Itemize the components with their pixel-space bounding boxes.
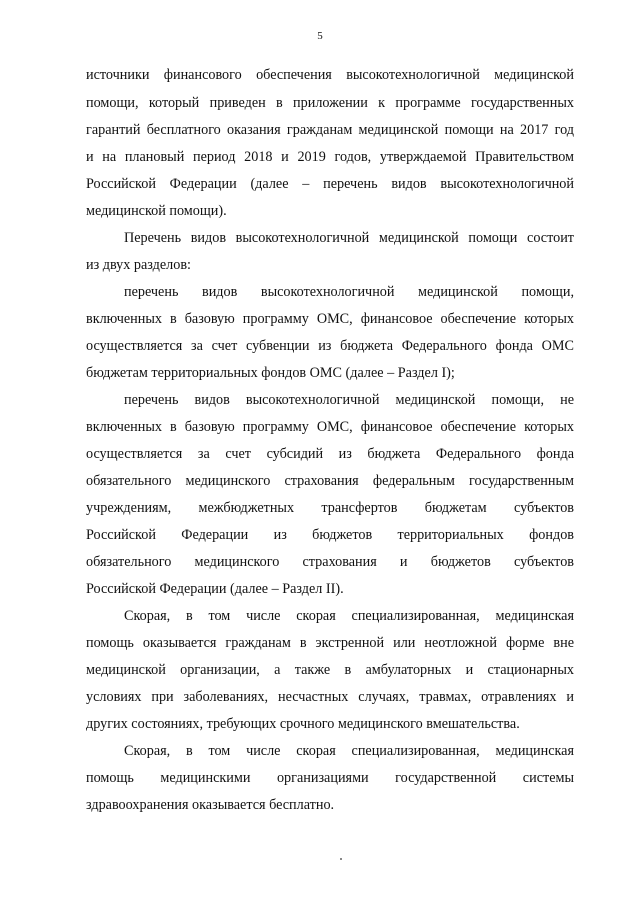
text-line: Российской Федерации из бюджетов территориальных фондов	[86, 527, 574, 543]
text-line: бюджетам территориальных фондов ОМС (далее – Раздел I);	[86, 365, 455, 381]
page-number: 5	[317, 30, 323, 42]
text-line: Российской Федерации (далее – Раздел II).	[86, 581, 344, 597]
text-line: осуществляется за счет субвенции из бюджета Федерального фонда ОМС	[86, 338, 574, 354]
text-line: Российской Федерации (далее – перечень видов высокотехнологичной	[86, 176, 574, 192]
text-line: осуществляется за счет субсидий из бюджета Федерального фонда	[86, 446, 574, 462]
text-line: и на плановый период 2018 и 2019 годов, утверждаемой Правительством	[86, 149, 574, 165]
text-line: медицинской помощи).	[86, 203, 227, 219]
text-line: источники финансового обеспечения высокотехнологичной медицинской	[86, 67, 574, 83]
scan-speck	[340, 858, 342, 860]
text-line: помощь медицинскими организациями государственной системы	[86, 770, 574, 786]
text-line: включенных в базовую программу ОМС, финансовое обеспечение которых	[86, 311, 574, 327]
text-line: из двух разделов:	[86, 257, 191, 273]
text-line: перечень видов высокотехнологичной медицинской помощи,	[124, 284, 574, 300]
text-line: Скорая, в том числе скорая специализированная, медицинская	[124, 608, 574, 624]
text-line: помощи, который приведен в приложении к программе государственных	[86, 95, 574, 111]
text-line: других состояниях, требующих срочного медицинского вмешательства.	[86, 716, 520, 732]
text-line: учреждениям, межбюджетных трансфертов бюджетам субъектов	[86, 500, 574, 516]
text-line: обязательного медицинского страхования федеральным государственным	[86, 473, 574, 489]
text-line: условиях при заболеваниях, несчастных случаях, травмах, отравлениях и	[86, 689, 574, 705]
text-line: гарантий бесплатного оказания гражданам медицинской помощи на 2017 год	[86, 122, 574, 138]
text-line: Перечень видов высокотехнологичной медицинской помощи состоит	[124, 230, 574, 246]
text-line: помощь оказывается гражданам в экстренной или неотложной форме вне	[86, 635, 574, 651]
text-line: включенных в базовую программу ОМС, финансовое обеспечение которых	[86, 419, 574, 435]
text-line: здравоохранения оказывается бесплатно.	[86, 797, 335, 813]
text-line: Скорая, в том числе скорая специализированная, медицинская	[124, 743, 574, 759]
text-line: обязательного медицинского страхования и бюджетов субъектов	[86, 554, 574, 570]
text-line: медицинской организации, а также в амбулаторных и стационарных	[86, 662, 574, 678]
text-line: перечень видов высокотехнологичной медицинской помощи, не	[124, 392, 574, 408]
